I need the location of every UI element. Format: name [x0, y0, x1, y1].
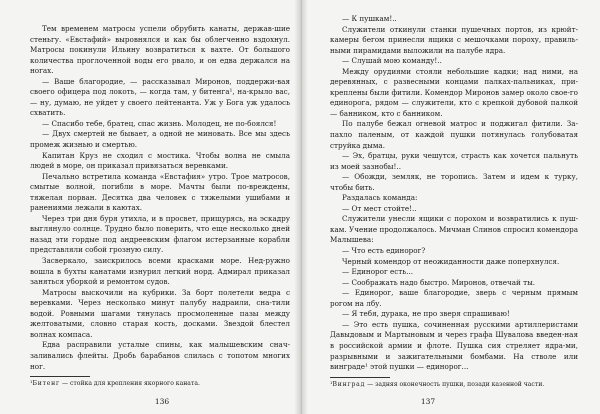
- paragraph: Печально встретила команда «Евстафия» утро. Трое матросов, смытые волной, погибли в море. Мачты были по-вреждены, тяжелая порван. Десятка два человек с тяжелыми ушибами и ранениями лежали в каютах.: [30, 171, 290, 213]
- paragraph: — Соображать надо быстро. Миронов, отвечай ты.: [342, 277, 536, 287]
- book-spine-gutter: [294, 0, 308, 414]
- paragraph: Едва расправили усталые спины, как малышевским снач-заливались флейты. Дробь барабанов слилась с топотом многих ног.: [30, 340, 290, 371]
- paragraph: — Двух смертей не бывает, а одной не миновать. Все мы здесь промеж жизнью и смертью.: [30, 129, 290, 150]
- left-page-text: [30, 24, 290, 372]
- paragraph: — Эх, братцы, руки чешутся, страсть как хочется пальнуть из моей зазнобы!..: [330, 151, 578, 171]
- paragraph: Служители унесли ящики с порохом и возвратились к пуш-кам. Учение продолжалось. Мичман Слинов спросил комендора Малышева:: [330, 214, 578, 245]
- paragraph: — К пушкам!..: [342, 14, 397, 23]
- paragraph: — Ваше благородие, — рассказывал Миронов, поддержи-вая своего офицера под локоть, — когда там, у битенга¹, на-крыло вас, — ну, думаю, не уйдет у своего лейтенанта. Уж у Бога уж удалось схватить.: [30, 76, 290, 118]
- footnote: [330, 381, 578, 389]
- footnote-term: Винград: [332, 380, 366, 388]
- paragraph: Служители откинули станки пушечных портов, из крюйт-камеры бегом принесли ящики с мешочками пороху, правиль-ными пирамидами выложили на палубе ядра.: [330, 24, 578, 55]
- footnote-term: Битенг: [32, 380, 61, 388]
- paragraph: — Что есть единорог?: [342, 246, 426, 256]
- footnote-text: — стойка для крепления якорного каната.: [60, 380, 200, 388]
- footnote-marker: ¹: [30, 380, 33, 388]
- paragraph: — Обожди, земляк, не торопись. Затем и идем к турку, чтобы бить.: [330, 172, 578, 192]
- paragraph: Капитан Круз не сходил с мостика. Чтобы волна не смыла людей в море, он приказал привязаться веревками.: [30, 150, 290, 171]
- paragraph: Черный комендор от неожиданности даже поперхнулся.: [342, 256, 560, 266]
- footnote-text: — задняя оконечность пушки, позади казенной части.: [365, 380, 545, 388]
- paragraph: — Это есть пушка, сочиненная русскими артиллеристами Давыдовым и Мартыновым и через графа Шувалова введен-ная в российской армии и флоте. Пушка сия стреляет ядра-ми, разрывными и зажигательными бомбами. На стволе или винграде¹ этой пушки — единорог...: [330, 319, 578, 372]
- paragraph: Тем временем матросы успели обрубить канаты, держав-шие стеньгу. «Евстафий» выровнялся и как бы облегченно вздохнул. Матросы покинули Ильину возвратиться к вахте. От большого количества проглоченной воды его рвало, и он едва держался на ногах.: [30, 24, 290, 76]
- footnote-divider: [330, 377, 390, 378]
- paragraph: Раздалась команда:: [342, 193, 418, 203]
- page-number: 136: [154, 397, 170, 406]
- footnote-marker: ¹: [330, 380, 333, 388]
- paragraph: По палубе бежал огневой матрос и поджигал фитили. За-пахло паленым, от каждой пушки потянулась голубоватая струйка дыма.: [330, 119, 578, 150]
- paragraph: — Слушай мою команду!..: [342, 56, 442, 66]
- footnote: [30, 380, 290, 388]
- paragraph: Между орудиями стояли небольшие кадки; над ними, на деревянных, с развесными концами палках-пальниках, при-креплены были фитили. Комендор Миронов замер около свое-го единорога, рядом — служители, кто с крепкой дубовой палкой — банником, кто с банником.: [330, 66, 578, 118]
- paragraph: Через три дня буря утихла, и в просвет, прищурясь, на эскадру выглянуло солнце. Трудно было поверить, что еще несколько дней назад эти гордые под андреевским флагом истерзанные корабли представляли собой грозную силу.: [30, 213, 290, 255]
- page-number: 137: [420, 397, 436, 406]
- paragraph: — От мест стойте!..: [342, 203, 417, 213]
- paragraph: — Единорог есть...: [342, 267, 414, 277]
- paragraph: Засверкало, заискрилось всеми красками море. Нед-ружно вошла в бухты канатами изнурил легкий норд. Адмирал приказал заняться уборкой и ремонтом судов.: [30, 256, 290, 287]
- right-page-text: [330, 14, 578, 373]
- footnote-divider: [30, 376, 90, 377]
- paragraph: — Я тебя, дурака, не про зверя спрашиваю!: [342, 309, 510, 319]
- paragraph: — Спасибо тебе, братец, спас жизнь. Молодец, не по-боялся!: [42, 118, 277, 128]
- paragraph: Матросы выскочили на кубрики. За борт полетели ведра с веревками. Через несколько минут палубу надраили, сна-тили водой. Ровными шагами тянулась просмоленные пазы между желтоватыми, словно старая кость, досками. Звездой блестел волнах компаса.: [30, 287, 290, 339]
- right-page: [300, 0, 600, 414]
- paragraph: — Единорог, ваше благородие, зверь с черным прямым рогом на лбу.: [330, 288, 578, 308]
